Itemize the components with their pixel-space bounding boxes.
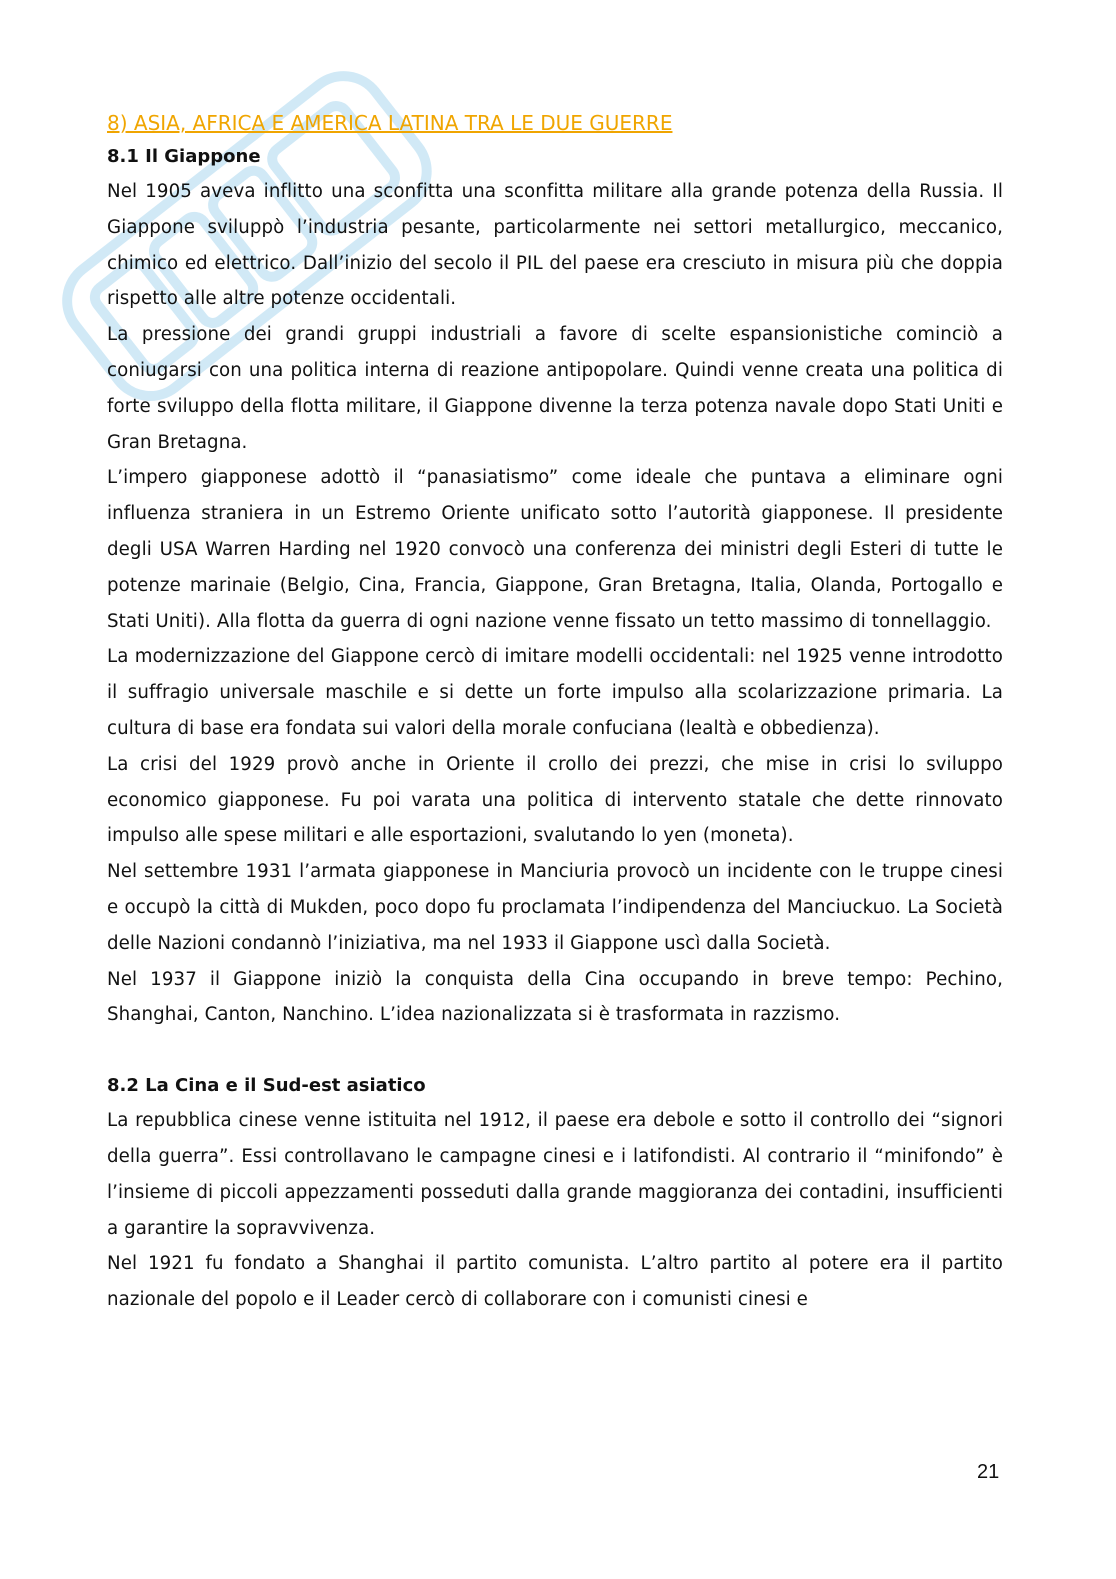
paragraph: Nel settembre 1931 l’armata giapponese in Manciuria provocò un incidente con le truppe cinesi e occupò la città di Mukden, poco dopo fu proclamata l’indipendenza del Manciuckuo. La Società delle Nazioni condannò l’iniziativa, ma nel 1933 il Giappone uscì dalla Società. [107, 861, 1003, 954]
section-heading: 8.2 La Cina e il Sud-est asiatico [107, 1075, 426, 1097]
section-cina [107, 1069, 1003, 1318]
paragraph: La modernizzazione del Giappone cercò di imitare modelli occidentali: nel 1925 venne introdotto il suffragio universale maschile e si dette un forte impulso alla scolarizzazione primaria. La cultura di base era fondata sui valori della morale confuciana (lealtà e obbedienza). [107, 646, 1003, 739]
page-number: 21 [977, 1461, 1000, 1483]
section-heading: 8.1 Il Giappone [107, 146, 261, 167]
chapter-title: 8) ASIA, AFRICA E AMERICA LATINA TRA LE DUE GUERRE [107, 111, 673, 135]
section-giappone [107, 140, 1003, 1033]
paragraph: La repubblica cinese venne istituita nel 1912, il paese era debole e sotto il controllo dei “signori della guerra”. Essi controllavano le campagne cinesi e i latifondisti. Al contrario il “minifondo” è l’insieme di piccoli appezzamenti posseduti dalla grande maggioranza dei contadini, insufficienti a garantire la sopravvivenza. [107, 1110, 1003, 1239]
section-spacer [107, 1033, 1003, 1069]
paragraph: Nel 1921 fu fondato a Shanghai il partito comunista. L’altro partito al potere era il partito nazionale del popolo e il Leader cercò di collaborare con i comunisti cinesi e [107, 1253, 1003, 1311]
paragraph: Nel 1937 il Giappone iniziò la conquista della Cina occupando in breve tempo: Pechino, Shanghai, Canton, Nanchino. L’idea nazionalizzata si è trasformata in razzismo. [107, 968, 1003, 1026]
paragraph: La crisi del 1929 provò anche in Oriente il crollo dei prezzi, che mise in crisi lo sviluppo economico giapponese. Fu poi varata una politica di intervento statale che dette rinnovato impulso alle spese militari e alle esportazioni, svalutando lo yen (moneta). [107, 753, 1003, 847]
document-body [107, 106, 1003, 1318]
paragraph: La pressione dei grandi gruppi industriali a favore di scelte espansionistiche cominciò a coniugarsi con una politica interna di reazione antipopolare. Quindi venne creata una politica di forte sviluppo della flotta militare, il Giappone divenne la terza potenza navale dopo Stati Uniti e Gran Bretagna. [107, 324, 1003, 453]
paragraph: Nel 1905 aveva inflitto una sconfitta una sconfitta militare alla grande potenza della Russia. Il Giappone sviluppò l’industria pesante, particolarmente nei settori metallurgico, meccanico, chimico ed elettrico. Dall’inizio del secolo il PIL del paese era cresciuto in misura più che doppia rispetto alle altre potenze occidentali. [107, 181, 1003, 310]
paragraph: L’impero giapponese adottò il “panasiatismo” come ideale che puntava a eliminare ogni influenza straniera in un Estremo Oriente unificato sotto l’autorità giapponese. Il presidente degli USA Warren Harding nel 1920 convocò una conferenza dei ministri degli Esteri di tutte le potenze marinaie (Belgio, Cina, Francia, Giappone, Gran Bretagna, Italia, Olanda, Portogallo e Stati Uniti). Alla flotta da guerra di ogni nazione venne fissato un tetto massimo di tonnellaggio. [107, 467, 1003, 632]
